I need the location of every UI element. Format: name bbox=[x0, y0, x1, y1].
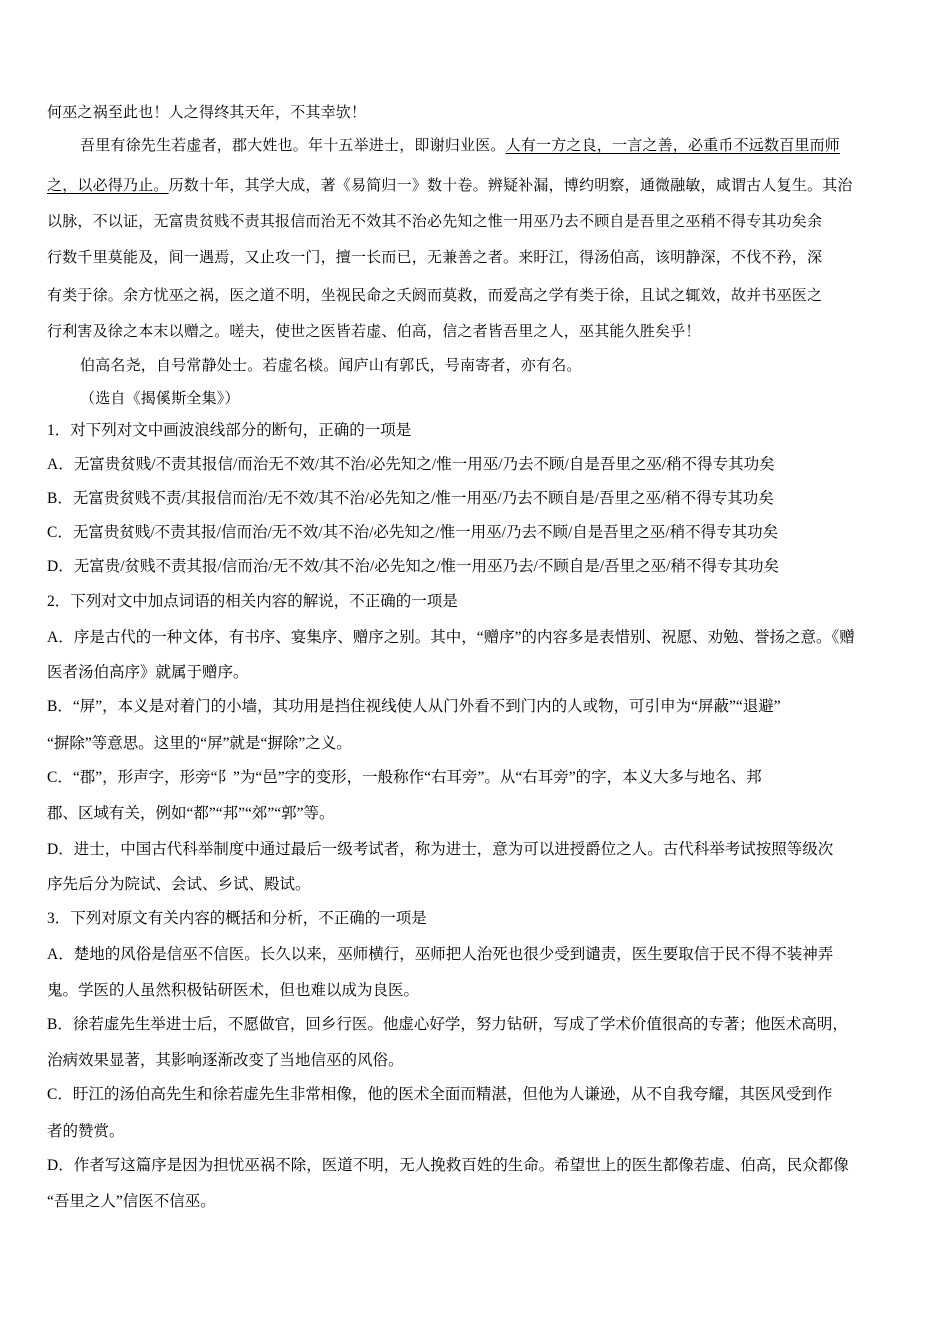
wavy-underlined-line: 以脉，不以证，无富贵贫贱不责其报信而治无不效其不治必先知之惟一用巫乃去不顾自是吾里之巫稍不得专其功矣余 bbox=[47, 212, 823, 230]
underlined-text: 之，以必得乃止。 bbox=[47, 176, 169, 194]
question-2-option-c: C．“郡”，形声字，形旁“阝”为“邑”字的变形，一般称作“右耳旁”。从“右耳旁”的字，本义大多与地名、邦 bbox=[47, 769, 762, 786]
question-2-option-c-cont: 郡、区域有关，例如“都”“邦”“郊”“郭”等。 bbox=[47, 805, 335, 822]
question-2-option-a-cont: 医者汤伯高序》就属于赠序。 bbox=[47, 664, 249, 681]
question-3-option-c: C．盱江的汤伯高先生和徐若虚先生非常相像，他的医术全面而精湛，但他为人谦逊，从不自我夸耀，其医风受到作 bbox=[47, 1086, 833, 1103]
question-1-option-d: D．无富贵/贫贱不责其报/信而治/无不效/其不治/必先知之/惟一用巫乃去/不顾自是/吾里之巫/稍不得专其功矣 bbox=[47, 558, 779, 575]
passage-text: 吾里有徐先生若虚者，郡大姓也。年十五举进士，即谢归业医。 bbox=[80, 136, 506, 154]
question-3-option-a: A．楚地的风俗是信巫不信医。长久以来，巫师横行，巫师把人治死也很少受到谴责，医生要取信于民不得不装神弄 bbox=[47, 946, 834, 963]
question-2-option-a: A．序是古代的一种文体，有书序、宴集序、赠序之别。其中，“赠序”的内容多是表惜别、祝愿、劝勉、誉扬之意。《赠 bbox=[47, 629, 855, 646]
question-3-option-a-cont: 鬼。学医的人虽然积极钻研医术，但也难以成为良医。 bbox=[47, 982, 420, 999]
question-3-stem: 3．下列对原文有关内容的概括和分析，不正确的一项是 bbox=[47, 910, 427, 927]
question-2-option-b-cont: “摒除”等意思。这里的“屏”就是“摒除”之义。 bbox=[47, 735, 352, 752]
question-2-option-b: B．“屏”，本义是对着门的小墙，其功用是挡住视线使人从门外看不到门内的人或物，可引申为“屏蔽”“退避” bbox=[47, 698, 781, 715]
question-2-option-d-cont: 序先后分为院试、会试、乡试、殿试。 bbox=[47, 876, 311, 893]
question-2-option-d: D．进士，中国古代科举制度中通过最后一级考试者，称为进士，意为可以进授爵位之人。古代科举考试按照等级次 bbox=[47, 841, 834, 858]
author-note: 伯高名尧，自号常静处士。若虚名棪。闻庐山有郭氏，号南寄者，亦有名。 bbox=[80, 356, 582, 374]
question-1-option-a: A．无富贵贫贱/不责其报信/而治无不效/其不治/必先知之/惟一用巫/乃去不顾/自是吾里之巫/稍不得专其功矣 bbox=[47, 456, 775, 473]
passage-line: 何巫之祸至此也！人之得终其天年，不其幸欤！ bbox=[47, 103, 367, 121]
question-2-stem: 2．下列对文中加点词语的相关内容的解说，不正确的一项是 bbox=[47, 593, 458, 610]
underlined-text: 人有一方之良，一言之善，必重币不远数百里而师 bbox=[505, 136, 841, 154]
question-1-option-b: B．无富贵贫贱不责/其报信而治/无不效/其不治/必先知之/惟一用巫/乃去不顾自是/吾里之巫/稍不得专其功矣 bbox=[47, 490, 774, 507]
passage-text: 历数十年，其学大成，著《易简归一》数十卷。辨疑补漏，博约明察，通微融敏，咸谓古人复生。其治 bbox=[168, 176, 853, 194]
question-1-stem: 1．对下列对文中画波浪线部分的断句，正确的一项是 bbox=[47, 422, 412, 439]
question-3-option-b: B．徐若虚先生举进士后，不愿做官，回乡行医。他虚心好学，努力钻研，写成了学术价值很高的专著；他医术高明， bbox=[47, 1016, 848, 1033]
passage-line bbox=[80, 133, 905, 157]
passage-line: 行数千里莫能及，间一遇焉，又止攻一门，擅一长而已，无兼善之者。来盱江，得汤伯高，该明静深，不伐不矜，深 bbox=[47, 248, 823, 266]
passage-line: 行利害及徐之本末以赠之。嗟夫，使世之医皆若虚、伯高，信之者皆吾里之人，巫其能久胜矣乎！ bbox=[47, 322, 701, 340]
question-3-option-c-cont: 者的赞赏。 bbox=[47, 1123, 125, 1140]
question-3-option-d: D．作者写这篇序是因为担忧巫祸不除，医道不明，无人挽救百姓的生命。希望世上的医生都像若虚、伯高，民众都像 bbox=[47, 1157, 849, 1174]
source-citation: （选自《揭傒斯全集》） bbox=[80, 389, 240, 407]
passage-line bbox=[47, 173, 905, 197]
question-1-option-c: C．无富贵贫贱/不责其报/信而治/无不效/其不治/必先知之/惟一用巫/乃去不顾/自是吾里之巫/稍不得专其功矣 bbox=[47, 524, 779, 541]
question-3-option-b-cont: 治病效果显著，其影响逐渐改变了当地信巫的风俗。 bbox=[47, 1052, 404, 1069]
question-3-option-d-cont: “吾里之人”信医不信巫。 bbox=[47, 1193, 216, 1210]
passage-line: 有类于徐。余方忧巫之祸，医之道不明，坐视民命之夭阏而莫救，而爱高之学有类于徐，且试之辄效，故并书巫医之 bbox=[47, 286, 823, 304]
